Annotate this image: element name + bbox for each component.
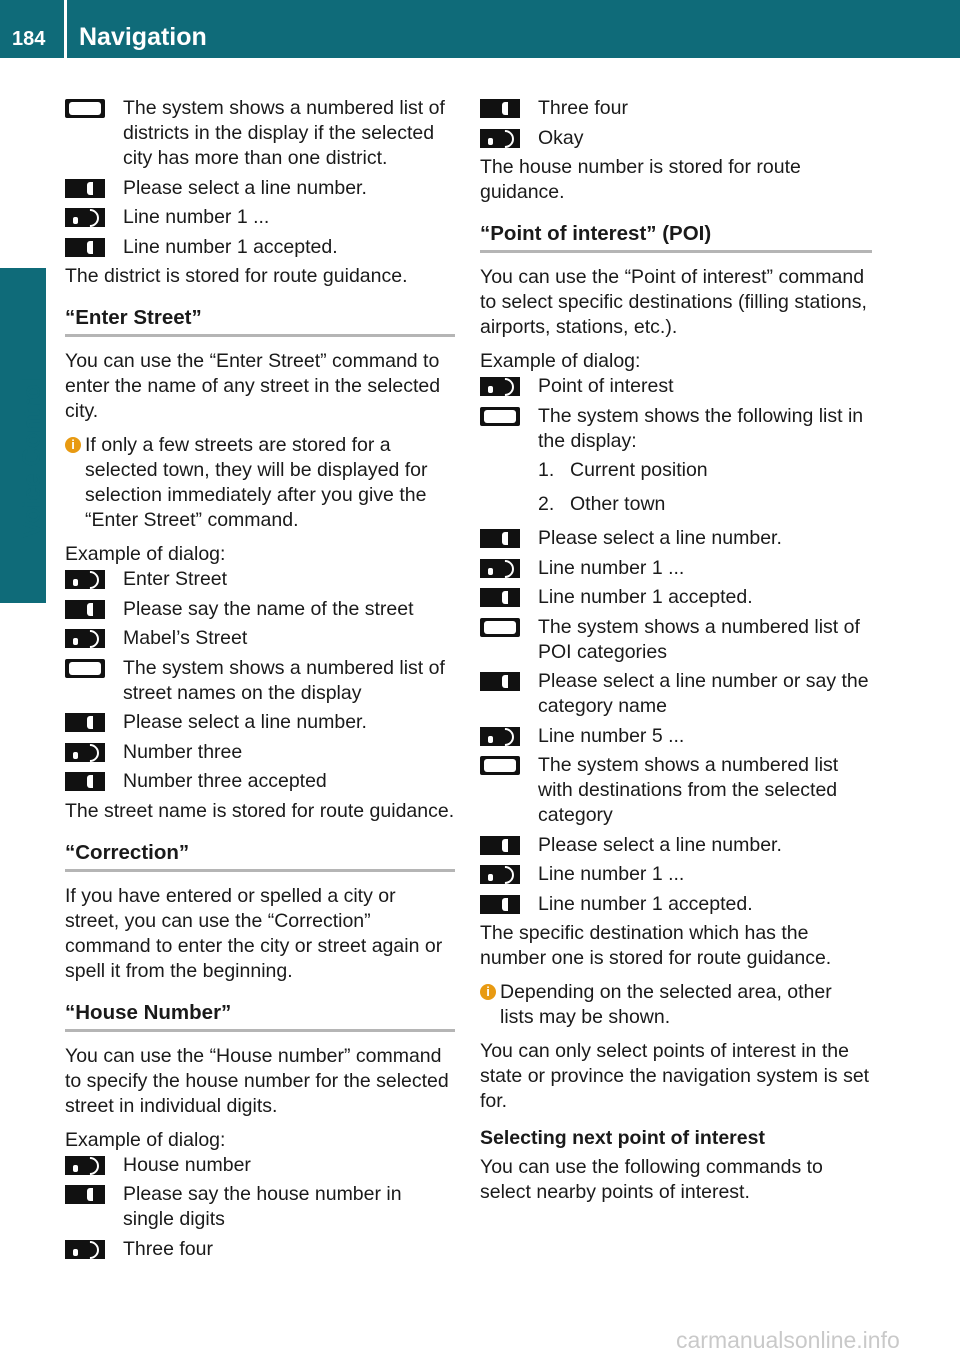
dialog-text: Line number 1 ... — [123, 206, 270, 228]
dialog-row — [65, 740, 455, 765]
info-line: selection immediately after you give the — [85, 484, 427, 506]
list-item: 1. Current position — [538, 459, 708, 481]
voice-input-icon — [65, 1237, 123, 1262]
speaker-icon — [480, 96, 538, 121]
house-number-dialog — [65, 1153, 455, 1262]
sidebar-label: Voice Control — [18, 377, 46, 538]
dialog-row — [65, 1153, 455, 1178]
dialog-text: Line number 1 accepted. — [123, 235, 338, 258]
house-dialog-continued — [480, 96, 872, 151]
speaker-icon — [480, 585, 538, 610]
dialog-text: Okay — [538, 126, 584, 149]
info-line: “Enter Street” command. — [85, 509, 299, 531]
example-label: Example of dialog: — [65, 543, 226, 565]
voice-input-icon — [480, 556, 538, 581]
info-note — [65, 433, 455, 533]
dialog-text: The system shows the following list in the display: — [538, 404, 864, 452]
dialog-text: House number — [123, 1153, 251, 1176]
house-stored-text: The house number is stored for route guidance. — [480, 156, 801, 203]
list-item: 2. Other town — [538, 493, 666, 515]
dialog-row — [480, 615, 872, 665]
dialog-text: Line number 1 accepted. — [538, 892, 753, 915]
dialog-text: Please select a line number. — [123, 711, 367, 733]
district-stored-text: The district is stored for route guidance. — [65, 265, 408, 287]
dialog-text: Enter Street — [123, 568, 228, 590]
dialog-text: Number three — [123, 740, 243, 763]
display-icon — [480, 404, 538, 454]
dialog-row — [65, 656, 455, 706]
voice-input-icon — [480, 862, 538, 887]
subheading-next-poi: Selecting next point of interest — [480, 1127, 765, 1149]
info-line: If only a few streets are stored for a — [85, 434, 391, 456]
speaker-icon — [480, 892, 538, 917]
dialog-text: Three four — [123, 1237, 213, 1260]
example-label: Example of dialog: — [480, 350, 641, 372]
poi-only-text: You can only select points of interest in the state or province the navigation system is set for. — [480, 1040, 870, 1112]
dialog-text: Please say the name of the street — [123, 597, 414, 620]
dialog-text: Please say the house number in single digits — [123, 1183, 402, 1230]
dialog-row — [65, 1237, 455, 1262]
dialog-text: Please select a line number. — [123, 176, 367, 199]
chapter-title: Navigation — [79, 23, 207, 51]
dialog-row — [65, 769, 455, 794]
page-number: 184 — [12, 28, 46, 50]
info-line: Depending on the selected area, other — [500, 981, 832, 1003]
speaker-icon — [480, 669, 538, 719]
dialog-row — [480, 404, 872, 454]
voice-input-icon — [65, 205, 123, 230]
dialog-text: Please select a line number. — [538, 527, 782, 549]
dialog-text: Line number 1 ... — [538, 556, 685, 579]
enter-street-text: You can use the “Enter Street” command to enter the name of any street in the selected city. — [65, 350, 441, 422]
voice-input-icon — [480, 374, 538, 399]
header-divider — [64, 0, 67, 58]
poi-stored-text: The specific destination which has the number one is stored for route guidance. — [480, 922, 832, 969]
voice-input-icon — [480, 126, 538, 151]
voice-input-icon — [65, 1153, 123, 1178]
poi-dialog-a — [480, 374, 872, 454]
dialog-row — [480, 374, 872, 399]
dialog-text: The system shows a numbered list of POI categories — [538, 615, 860, 663]
dialog-row — [65, 235, 455, 260]
poi-dialog-b — [480, 526, 872, 917]
info-line: selected town, they will be displayed for — [85, 459, 428, 481]
speaker-icon — [65, 176, 123, 201]
enter-street-dialog — [65, 567, 455, 794]
dialog-text: Mabel’s Street — [123, 627, 248, 649]
street-stored-text: The street name is stored for route guidance. — [65, 799, 455, 822]
dialog-row — [480, 526, 872, 551]
speaker-icon — [65, 597, 123, 622]
info-note — [480, 980, 872, 1030]
poi-list — [480, 458, 872, 517]
dialog-row — [65, 96, 455, 171]
page-header — [0, 0, 960, 58]
dialog-row — [480, 585, 872, 610]
intro-dialog — [65, 96, 455, 260]
speaker-icon — [65, 769, 123, 794]
dialog-row — [65, 1182, 455, 1232]
dialog-row — [65, 626, 455, 651]
speaker-icon — [65, 710, 123, 735]
dialog-text: Please select a line number or say the category name — [538, 670, 869, 717]
section-heading-correction: “Correction” — [65, 840, 455, 872]
voice-input-icon — [65, 567, 123, 592]
voice-input-icon — [480, 724, 538, 749]
dialog-text: Please select a line number. — [538, 833, 782, 856]
info-text — [85, 433, 455, 533]
info-icon: i — [65, 437, 81, 453]
dialog-row — [480, 753, 872, 828]
dialog-row — [480, 556, 872, 581]
dialog-row — [480, 833, 872, 858]
right-column — [480, 96, 872, 1214]
dialog-row — [480, 892, 872, 917]
voice-input-icon — [65, 740, 123, 765]
info-icon: i — [480, 984, 496, 1000]
correction-text: If you have entered or spelled a city or street, you can use the “Correction” command to enter the city or street again or spell it from the beginning. — [65, 884, 443, 982]
display-icon — [480, 615, 538, 665]
info-line: lists may be shown. — [500, 1006, 671, 1028]
dialog-row — [480, 96, 872, 121]
speaker-icon — [480, 833, 538, 858]
section-heading-poi: “Point of interest” (POI) — [480, 221, 872, 253]
voice-input-icon — [65, 626, 123, 651]
section-heading-enter-street: “Enter Street” — [65, 305, 455, 337]
speaker-icon — [65, 235, 123, 260]
dialog-text: The system shows a numbered list with destinations from the selected category — [538, 754, 839, 826]
section-heading-house-number: “House Number” — [65, 1000, 455, 1032]
dialog-row — [480, 862, 872, 887]
dialog-row — [65, 176, 455, 201]
left-column — [65, 96, 455, 1266]
dialog-text: Point of interest — [538, 375, 674, 397]
dialog-row — [65, 205, 455, 230]
display-icon — [65, 96, 123, 171]
dialog-text: Number three accepted — [123, 770, 327, 792]
info-text — [500, 980, 872, 1030]
speaker-icon — [480, 526, 538, 551]
house-number-text: You can use the “House number” command to specify the house number for the selected street in individual digits. — [65, 1044, 449, 1117]
display-icon — [65, 656, 123, 706]
dialog-row — [480, 724, 872, 749]
dialog-text: Line number 1 ... — [538, 863, 685, 885]
speaker-icon — [65, 1182, 123, 1232]
dialog-text: Line number 5 ... — [538, 724, 685, 747]
dialog-row — [65, 710, 455, 735]
dialog-text: Line number 1 accepted. — [538, 586, 753, 608]
example-label: Example of dialog: — [65, 1128, 226, 1151]
watermark: carmanualsonline.info — [676, 1327, 900, 1353]
dialog-text: The system shows a numbered list of street names on the display — [123, 656, 445, 704]
display-icon — [480, 753, 538, 828]
poi-text: You can use the “Point of interest” command to select specific destinations (filling stations, airports, stations, etc.). — [480, 266, 867, 338]
next-poi-text: You can use the following commands to select nearby points of interest. — [480, 1156, 823, 1203]
dialog-text: The system shows a numbered list of districts in the display if the selected city has more than one district. — [123, 97, 445, 169]
dialog-row — [65, 567, 455, 592]
dialog-text: Three four — [538, 97, 628, 119]
dialog-row — [480, 126, 872, 151]
dialog-row — [480, 669, 872, 719]
dialog-row — [65, 597, 455, 622]
